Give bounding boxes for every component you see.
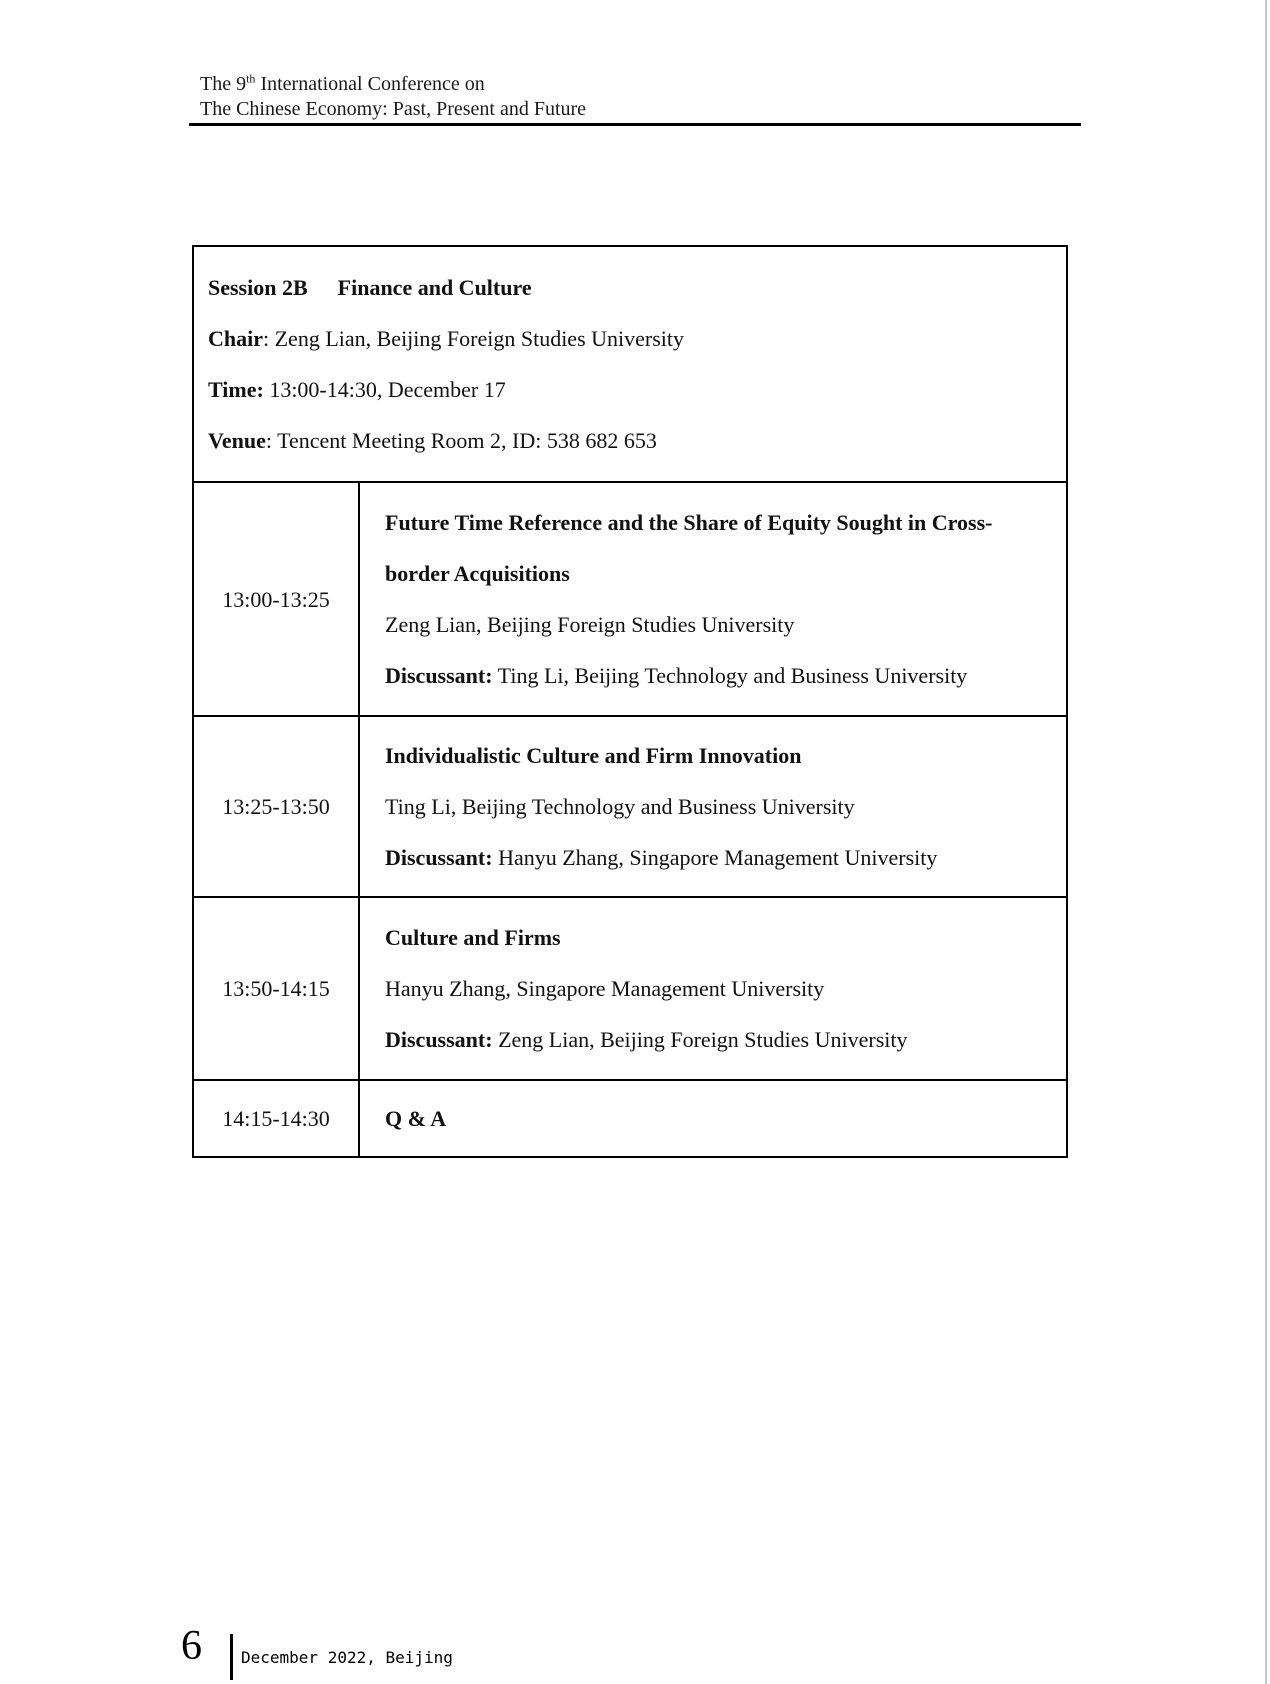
discussant-label: Discussant:	[385, 845, 493, 870]
venue-value: : Tencent Meeting Room 2, ID: 538 682 653	[265, 428, 657, 453]
document-header	[200, 72, 586, 122]
footer-separator-bar	[230, 1634, 233, 1680]
talk-discussant-line	[385, 650, 1052, 701]
session-label: Session 2B	[208, 275, 308, 300]
time-label: Time:	[208, 377, 264, 402]
header-line-1	[200, 72, 586, 97]
page-number: 6	[181, 1623, 202, 1669]
header-line1-prefix: The 9	[200, 73, 247, 95]
session-title: Finance and Culture	[337, 275, 532, 300]
chair-value: : Zeng Lian, Beijing Foreign Studies University	[263, 326, 685, 351]
page-right-edge	[1265, 0, 1267, 1684]
discussant-value: Ting Li, Beijing Technology and Business University	[492, 663, 968, 688]
ordinal-superscript: th	[246, 71, 256, 86]
talk-speaker: Hanyu Zhang, Singapore Management University	[385, 976, 825, 1001]
talk-speaker: Ting Li, Beijing Technology and Business University	[385, 794, 855, 819]
discussant-label: Discussant:	[385, 1027, 493, 1052]
session-info-cell	[194, 247, 1066, 481]
talk-time: 13:50-14:15	[194, 898, 360, 1079]
talk-details-cell	[360, 1081, 1066, 1156]
footer-date-location: December 2022, Beijing	[241, 1648, 453, 1667]
header-line-2: The Chinese Economy: Past, Present and Future	[200, 98, 587, 120]
header-line1-suffix: International Conference on	[255, 73, 485, 95]
time-value: 13:00-14:30, December 17	[263, 377, 506, 402]
table-row	[194, 481, 1066, 715]
talk-title: Future Time Reference and the Share of Equity Sought in Cross-border Acquisitions	[385, 510, 993, 586]
talk-title: Individualistic Culture and Firm Innovation	[385, 743, 802, 768]
talk-details-cell	[360, 898, 1066, 1079]
chair-label: Chair	[208, 326, 263, 351]
talk-title: Culture and Firms	[385, 925, 561, 950]
talk-time: 13:25-13:50	[194, 717, 360, 896]
talk-discussant-line	[385, 1014, 1052, 1065]
session-time	[208, 364, 1046, 415]
talk-details-cell	[360, 483, 1066, 715]
discussant-label: Discussant:	[385, 663, 493, 688]
session-venue	[208, 415, 1046, 466]
session-schedule-table	[192, 245, 1068, 1158]
talk-discussant-line	[385, 832, 1052, 883]
header-divider-rule	[189, 123, 1081, 126]
qa-title: Q & A	[385, 1106, 447, 1131]
discussant-value: Zeng Lian, Beijing Foreign Studies University	[492, 1027, 908, 1052]
session-info-row	[194, 247, 1066, 481]
session-heading	[208, 262, 1046, 313]
table-row	[194, 715, 1066, 896]
table-row	[194, 1079, 1066, 1156]
venue-label: Venue	[208, 428, 266, 453]
talk-details-cell	[360, 717, 1066, 896]
session-chair	[208, 313, 1046, 364]
talk-time: 14:15-14:30	[194, 1081, 360, 1156]
table-row	[194, 896, 1066, 1079]
talk-time: 13:00-13:25	[194, 483, 360, 715]
discussant-value: Hanyu Zhang, Singapore Management University	[492, 845, 938, 870]
talk-speaker: Zeng Lian, Beijing Foreign Studies University	[385, 612, 795, 637]
